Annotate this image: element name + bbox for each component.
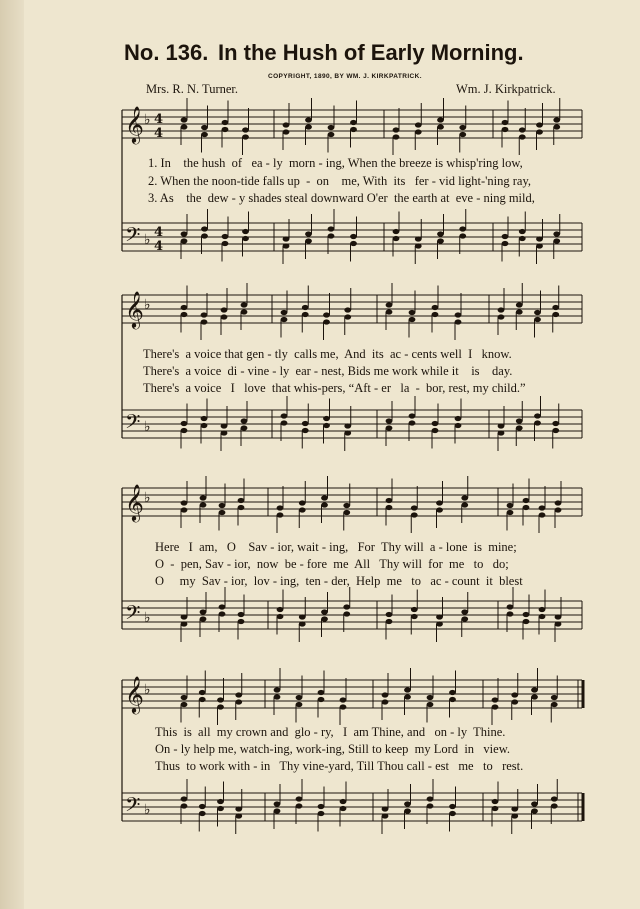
note-head [201, 416, 208, 421]
note-head [459, 132, 466, 137]
lyric-verse-2-line-3: O - pen, Sav - ior, now be - fore me All Thy will for me to do; [155, 557, 509, 571]
note-head [436, 507, 443, 512]
note-head [200, 502, 207, 507]
note-head [343, 510, 350, 515]
note-head [393, 229, 400, 234]
note-head [281, 310, 288, 315]
note-head [277, 505, 284, 510]
note-head [519, 236, 526, 241]
note-head [296, 702, 303, 707]
note-head [404, 808, 411, 813]
note-head [350, 241, 357, 246]
note-head [328, 125, 335, 130]
note-head [536, 122, 543, 127]
note-head [386, 498, 393, 503]
note-head [343, 611, 350, 616]
note-head [242, 127, 249, 132]
note-head [404, 694, 411, 699]
note-head [200, 495, 207, 500]
note-head [432, 312, 439, 317]
note-head [235, 692, 242, 697]
note-head [507, 503, 514, 508]
note-head [181, 428, 188, 433]
note-head [350, 120, 357, 125]
note-head [323, 423, 330, 428]
note-head [534, 413, 541, 418]
note-head [536, 236, 543, 241]
note-head [459, 226, 466, 231]
note-head [461, 502, 468, 507]
note-head [427, 695, 434, 700]
note-head [199, 690, 206, 695]
lyric-verse-3-line-2: There's a voice I love that whis-pers, “Aft - er la - bor, rest, my child.” [143, 381, 526, 395]
key-signature-flat-icon: ♭ [144, 232, 151, 248]
note-head [455, 423, 462, 428]
note-head [534, 310, 541, 315]
note-head [235, 806, 242, 811]
lyric-verse-3-line-1: 3. As the dew - y shades steal downward O'er the earth at eve - ning mild, [148, 191, 535, 205]
note-head [534, 420, 541, 425]
note-head [498, 423, 505, 428]
note-head [415, 129, 422, 134]
note-head [302, 305, 309, 310]
note-head [283, 243, 290, 248]
note-head [516, 418, 523, 423]
note-head [404, 801, 411, 806]
note-head [449, 697, 456, 702]
note-head [555, 507, 562, 512]
bass-clef-icon: 𝄢 [125, 601, 141, 629]
note-head [516, 309, 523, 314]
note-head [492, 806, 499, 811]
note-head [217, 704, 224, 709]
note-head [281, 413, 288, 418]
hymn-title: In the Hush of Early Morning. [218, 40, 524, 65]
note-head [459, 125, 466, 130]
note-head [436, 614, 443, 619]
note-head [382, 699, 389, 704]
note-head [386, 309, 393, 314]
note-head [553, 124, 560, 129]
note-head [415, 236, 422, 241]
note-head [551, 695, 558, 700]
note-head [199, 804, 206, 809]
note-head [299, 507, 306, 512]
note-head [507, 510, 514, 515]
note-head [386, 619, 393, 624]
note-head [221, 423, 228, 428]
time-signature-top: 4 [154, 225, 164, 240]
note-head [305, 124, 312, 129]
note-head [411, 614, 418, 619]
treble-clef-icon: 𝄞 [125, 483, 144, 521]
note-head [523, 619, 530, 624]
note-head [511, 813, 518, 818]
note-head [531, 694, 538, 699]
bass-clef-icon: 𝄢 [125, 223, 141, 251]
note-head [199, 811, 206, 816]
note-head [437, 124, 444, 129]
note-head [323, 312, 330, 317]
note-head [201, 233, 208, 238]
note-head [502, 234, 509, 239]
note-head [427, 796, 434, 801]
note-head [323, 319, 330, 324]
note-head [498, 307, 505, 312]
note-head [299, 500, 306, 505]
bass-clef-icon: 𝄢 [125, 793, 141, 821]
note-head [415, 122, 422, 127]
lyric-verse-1-line-4: This is all my crown and glo - ry, I am Thine, and on - ly Thine. [155, 725, 506, 739]
note-head [201, 125, 208, 130]
note-head [539, 512, 546, 517]
note-head [181, 621, 188, 626]
note-head [299, 621, 306, 626]
note-head [511, 806, 518, 811]
note-head [281, 317, 288, 322]
note-head [241, 309, 248, 314]
note-head [523, 505, 530, 510]
note-head [281, 420, 288, 425]
note-head [302, 312, 309, 317]
note-head [219, 611, 226, 616]
note-head [553, 238, 560, 243]
note-head [552, 305, 559, 310]
note-head [181, 312, 188, 317]
note-head [531, 801, 538, 806]
note-head [235, 699, 242, 704]
note-head [432, 305, 439, 310]
time-signature-bottom: 4 [154, 126, 164, 141]
lyric-verse-1-line-3: Here I am, O Sav - ior, wait - ing, For Thy will a - lone is mine; [155, 540, 517, 554]
note-head [221, 430, 228, 435]
note-head [502, 127, 509, 132]
note-head [555, 614, 562, 619]
note-head [277, 614, 284, 619]
note-head [181, 796, 188, 801]
note-head [222, 241, 229, 246]
note-head [553, 231, 560, 236]
note-head [238, 505, 245, 510]
note-head [386, 418, 393, 423]
note-head [302, 428, 309, 433]
note-head [531, 687, 538, 692]
note-head [201, 226, 208, 231]
note-head [201, 319, 208, 324]
note-head [199, 697, 206, 702]
note-head [519, 134, 526, 139]
bass-clef-icon: 𝄢 [125, 410, 141, 438]
note-head [305, 238, 312, 243]
note-head [502, 120, 509, 125]
note-head [217, 697, 224, 702]
note-head [553, 117, 560, 122]
note-head [531, 808, 538, 813]
note-head [393, 236, 400, 241]
note-head [555, 621, 562, 626]
note-head [181, 695, 188, 700]
note-head [411, 512, 418, 517]
note-head [222, 234, 229, 239]
note-head [274, 808, 281, 813]
note-head [409, 310, 416, 315]
note-head [201, 423, 208, 428]
note-head [411, 505, 418, 510]
note-head [534, 317, 541, 322]
note-head [551, 796, 558, 801]
note-head [274, 801, 281, 806]
note-head [340, 806, 347, 811]
lyric-verse-2-line-4: On - ly help me, watch-ing, work-ing, Still to keep my Lord in view. [155, 742, 511, 756]
note-head [382, 813, 389, 818]
note-head [523, 612, 530, 617]
note-head [498, 430, 505, 435]
note-head [181, 702, 188, 707]
note-head [328, 233, 335, 238]
note-head [181, 117, 188, 122]
note-head [507, 604, 514, 609]
key-signature-flat-icon: ♭ [144, 419, 151, 435]
note-head [181, 238, 188, 243]
note-head [461, 616, 468, 621]
note-head [455, 416, 462, 421]
note-head [201, 132, 208, 137]
note-head [241, 425, 248, 430]
note-head [305, 117, 312, 122]
note-head [386, 505, 393, 510]
note-head [552, 421, 559, 426]
key-signature-flat-icon: ♭ [144, 610, 151, 626]
note-head [393, 127, 400, 132]
composer-credit: Wm. J. Kirkpatrick. [456, 82, 556, 96]
note-head [201, 312, 208, 317]
note-head [536, 129, 543, 134]
note-head [221, 307, 228, 312]
note-head [181, 305, 188, 310]
note-head [241, 418, 248, 423]
note-head [238, 619, 245, 624]
note-head [461, 495, 468, 500]
note-head [393, 134, 400, 139]
note-head [350, 234, 357, 239]
note-head [318, 811, 325, 816]
note-head [242, 134, 249, 139]
note-head [318, 690, 325, 695]
treble-clef-icon: 𝄞 [125, 675, 144, 713]
note-head [238, 612, 245, 617]
note-head [432, 421, 439, 426]
note-head [305, 231, 312, 236]
note-head [343, 503, 350, 508]
note-head [235, 813, 242, 818]
note-head [409, 420, 416, 425]
note-head [296, 803, 303, 808]
note-head [492, 799, 499, 804]
note-head [344, 307, 351, 312]
key-signature-flat-icon: ♭ [144, 802, 151, 818]
note-head [449, 811, 456, 816]
treble-clef-icon: 𝄞 [125, 290, 144, 328]
note-head [437, 238, 444, 243]
note-head [552, 428, 559, 433]
note-head [516, 302, 523, 307]
note-head [283, 122, 290, 127]
note-head [502, 241, 509, 246]
note-head [181, 507, 188, 512]
note-head [536, 243, 543, 248]
note-head [181, 231, 188, 236]
note-head [386, 425, 393, 430]
lyric-verse-3-line-4: Thus to work with - in Thy vine-yard, Till Thou call - est me to rest. [155, 759, 524, 773]
note-head [449, 690, 456, 695]
copyright-notice: COPYRIGHT, 1890, BY WM. J. KIRKPATRICK. [268, 73, 422, 80]
note-head [296, 796, 303, 801]
note-head [455, 319, 462, 324]
note-head [200, 609, 207, 614]
note-head [386, 302, 393, 307]
note-head [238, 498, 245, 503]
note-head [344, 430, 351, 435]
note-head [539, 505, 546, 510]
note-head [523, 498, 530, 503]
note-head [221, 314, 228, 319]
note-head [343, 604, 350, 609]
note-head [219, 503, 226, 508]
note-head [511, 699, 518, 704]
note-head [181, 421, 188, 426]
note-head [241, 302, 248, 307]
note-head [328, 132, 335, 137]
note-head [274, 694, 281, 699]
note-head [219, 604, 226, 609]
note-head [318, 697, 325, 702]
treble-clef-icon: 𝄞 [125, 105, 144, 143]
note-head [181, 614, 188, 619]
note-head [181, 124, 188, 129]
key-signature-flat-icon: ♭ [144, 297, 151, 313]
note-head [321, 502, 328, 507]
note-head [382, 692, 389, 697]
note-head [321, 495, 328, 500]
note-head [455, 312, 462, 317]
lyric-verse-1-line-2: There's a voice that gen - tly calls me, And its ac - cents well I know. [143, 347, 512, 361]
note-head [409, 317, 416, 322]
note-head [344, 423, 351, 428]
note-head [519, 229, 526, 234]
note-head [340, 704, 347, 709]
note-head [436, 500, 443, 505]
note-head [519, 127, 526, 132]
note-head [498, 314, 505, 319]
note-head [511, 692, 518, 697]
note-head [507, 611, 514, 616]
note-head [274, 687, 281, 692]
note-head [344, 314, 351, 319]
note-head [437, 231, 444, 236]
note-head [552, 312, 559, 317]
note-head [386, 612, 393, 617]
note-head [551, 803, 558, 808]
key-signature-flat-icon: ♭ [144, 112, 151, 128]
note-head [219, 510, 226, 515]
note-head [551, 702, 558, 707]
note-head [427, 803, 434, 808]
note-head [181, 500, 188, 505]
note-head [449, 804, 456, 809]
note-head [539, 614, 546, 619]
key-signature-flat-icon: ♭ [144, 682, 151, 698]
note-head [242, 236, 249, 241]
note-head [283, 236, 290, 241]
note-head [432, 428, 439, 433]
note-head [340, 799, 347, 804]
note-head [555, 500, 562, 505]
note-head [404, 687, 411, 692]
lyricist-credit: Mrs. R. N. Turner. [146, 82, 239, 96]
note-head [427, 702, 434, 707]
note-head [277, 512, 284, 517]
note-head [382, 806, 389, 811]
note-head [516, 425, 523, 430]
note-head [415, 243, 422, 248]
note-head [200, 616, 207, 621]
note-head [217, 806, 224, 811]
note-head [492, 704, 499, 709]
note-head [242, 229, 249, 234]
hymn-number: No. 136. [124, 40, 209, 65]
time-signature-bottom: 4 [154, 239, 164, 254]
note-head [277, 607, 284, 612]
note-head [181, 803, 188, 808]
lyric-verse-1-line-1: 1. In the hush of ea - ly morn - ing, When the breeze is whisp'ring low, [148, 156, 523, 170]
lyric-verse-2-line-1: 2. When the noon-tide falls up - on me, With its fer - vid light-'ning ray, [148, 174, 532, 188]
note-head [461, 609, 468, 614]
note-head [222, 120, 229, 125]
note-head [411, 607, 418, 612]
note-head [323, 416, 330, 421]
lyric-verse-2-line-2: There's a voice di - vine - ly ear - nest, Bids me work while it is day. [143, 364, 513, 378]
lyric-verse-3-line-3: O my Sav - ior, lov - ing, ten - der, Help me to ac - count it blest [155, 574, 523, 588]
note-head [437, 117, 444, 122]
note-head [302, 421, 309, 426]
note-head [539, 607, 546, 612]
note-head [321, 609, 328, 614]
note-head [283, 129, 290, 134]
note-head [340, 697, 347, 702]
note-head [217, 799, 224, 804]
note-head [409, 413, 416, 418]
note-head [459, 233, 466, 238]
note-head [296, 695, 303, 700]
note-head [222, 127, 229, 132]
key-signature-flat-icon: ♭ [144, 490, 151, 506]
note-head [328, 226, 335, 231]
note-head [299, 614, 306, 619]
note-head [318, 804, 325, 809]
note-head [492, 697, 499, 702]
note-head [321, 616, 328, 621]
time-signature-top: 4 [154, 112, 164, 127]
note-head [436, 621, 443, 626]
note-head [350, 127, 357, 132]
